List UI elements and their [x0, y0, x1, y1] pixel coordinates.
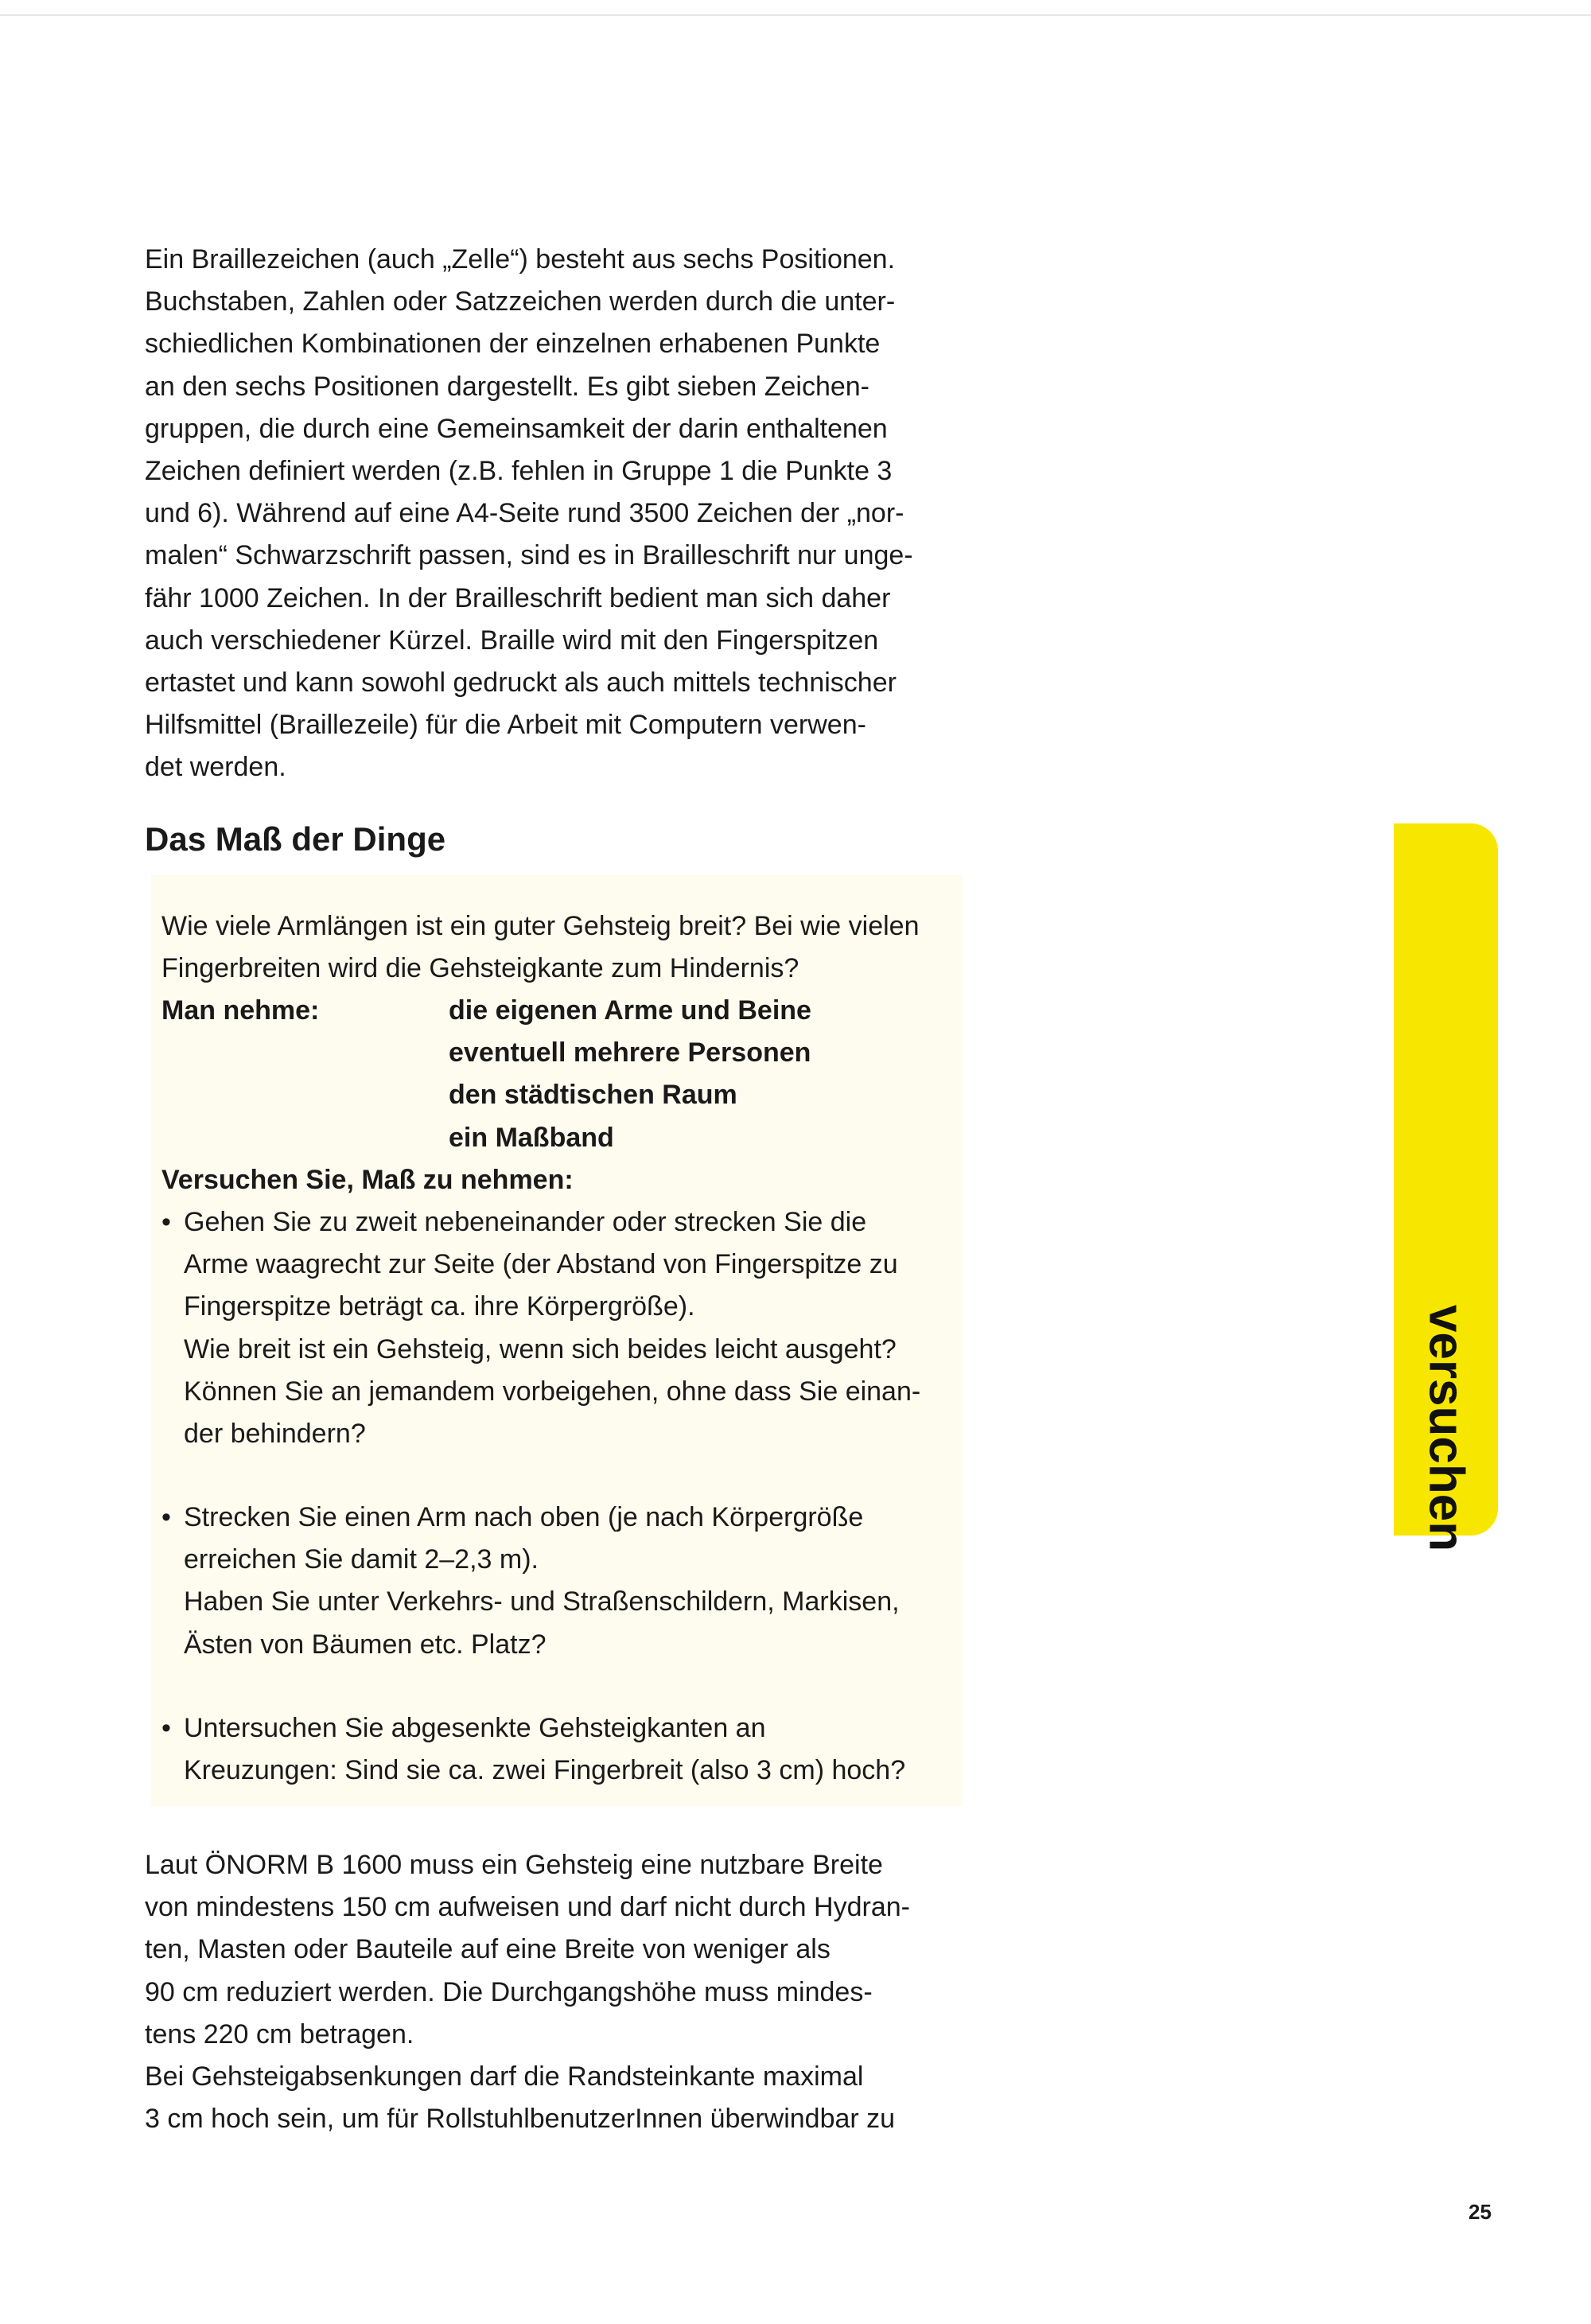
text-line: Buchstaben, Zahlen oder Satzzeichen werden durch die unter-	[145, 286, 896, 317]
instruction-heading: Versuchen Sie, Maß zu nehmen:	[161, 1165, 574, 1195]
text-line: an den sechs Positionen dargestellt. Es gibt sieben Zeichen-	[145, 371, 869, 402]
text-line: fähr 1000 Zeichen. In der Brailleschrift bedient man sich daher	[145, 582, 891, 613]
text-line: Fingerbreiten wird die Gehsteigkante zum Hindernis?	[161, 953, 799, 984]
page-number: 25	[1468, 2200, 1492, 2224]
text-line: Hilfsmittel (Braillezeile) für die Arbeit mit Computern verwen-	[145, 710, 866, 741]
text-line: malen“ Schwarzschrift passen, sind es in Brailleschrift nur unge-	[145, 540, 913, 571]
text-line: Ästen von Bäumen etc. Platz?	[184, 1629, 547, 1660]
materials-list	[449, 990, 1292, 1159]
text-line: tens 220 cm betragen.	[145, 2018, 414, 2050]
section-heading: Das Maß der Dinge	[145, 820, 446, 858]
text-line: gruppen, die durch eine Gemeinsamkeit der darin enthaltenen	[145, 413, 888, 444]
text-line: Bei Gehsteigabsenkungen darf die Randsteinkante maximal	[145, 2061, 864, 2092]
text-line: schiedlichen Kombinationen der einzelnen erhabenen Punkte	[145, 329, 881, 360]
text-line: von mindestens 150 cm aufweisen und darf nicht durch Hydran-	[145, 1892, 910, 1923]
box-question	[161, 905, 1005, 990]
text-line: und 6). Während auf eine A4-Seite rund 3500 Zeichen der „nor-	[145, 498, 904, 529]
closing-paragraph	[145, 1844, 988, 2140]
text-line: 90 cm reduziert werden. Die Durchgangshöhe muss mindes-	[145, 1976, 873, 2007]
text-line: Untersuchen Sie abgesenkte Gehsteigkanten an	[184, 1713, 766, 1743]
section-tab-versuchen	[1394, 823, 1498, 1552]
text-line: ten, Masten oder Bauteile auf eine Breite von weniger als	[145, 1934, 831, 1965]
page-top-rule	[0, 14, 1591, 16]
text-line: Arme waagrecht zur Seite (der Abstand von Fingerspitze zu	[184, 1249, 898, 1280]
text-line: Fingerspitze beträgt ca. ihre Körpergröße).	[184, 1291, 695, 1322]
text-line: Wie viele Armlängen ist ein guter Gehsteig breit? Bei wie vielen	[161, 911, 920, 941]
text-line: die eigenen Arme und Beine	[449, 995, 811, 1026]
materials-label: Man nehme:	[161, 995, 320, 1026]
section-tab-label: versuchen	[1418, 1304, 1473, 1552]
text-line: erreichen Sie damit 2–2,3 m).	[184, 1544, 539, 1575]
text-line: ein Maßband	[449, 1122, 614, 1153]
bullet-icon: •	[161, 1502, 171, 1532]
text-line: det werden.	[145, 752, 286, 783]
text-line: Kreuzungen: Sind sie ca. zwei Fingerbreit (also 3 cm) hoch?	[184, 1755, 906, 1786]
text-line: Wie breit ist ein Gehsteig, wenn sich beides leicht ausgeht?	[184, 1333, 897, 1364]
text-line: Haben Sie unter Verkehrs- und Straßenschildern, Markisen,	[184, 1586, 900, 1617]
text-line: eventuell mehrere Personen	[449, 1037, 811, 1069]
text-line: 3 cm hoch sein, um für RollstuhlbenutzerInnen überwindbar zu	[145, 2104, 896, 2135]
bullet-text	[184, 1497, 900, 1666]
text-line: Ein Braillezeichen (auch „Zelle“) besteht aus sechs Positionen.	[145, 244, 896, 274]
intro-paragraph	[145, 239, 988, 789]
bullet-text	[184, 1201, 920, 1455]
bullet-icon: •	[161, 1207, 171, 1237]
text-line: ertastet und kann sowohl gedruckt als auch mittels technischer	[145, 668, 897, 699]
text-line: Laut ÖNORM B 1600 muss ein Gehsteig eine nutzbare Breite	[145, 1850, 883, 1880]
text-line: den städtischen Raum	[449, 1080, 737, 1111]
text-line: Gehen Sie zu zweit nebeneinander oder strecken Sie die	[184, 1207, 867, 1237]
text-line: auch verschiedener Kürzel. Braille wird mit den Fingerspitzen	[145, 625, 879, 656]
bullet-icon: •	[161, 1713, 171, 1743]
text-line: der behindern?	[184, 1419, 366, 1450]
text-line: Können Sie an jemandem vorbeigehen, ohne dass Sie einan-	[184, 1376, 921, 1407]
bullet-text	[184, 1707, 905, 1792]
text-line: Strecken Sie einen Arm nach oben (je nach Körpergröße	[184, 1502, 864, 1532]
text-line: Zeichen definiert werden (z.B. fehlen in Gruppe 1 die Punkte 3	[145, 456, 893, 487]
